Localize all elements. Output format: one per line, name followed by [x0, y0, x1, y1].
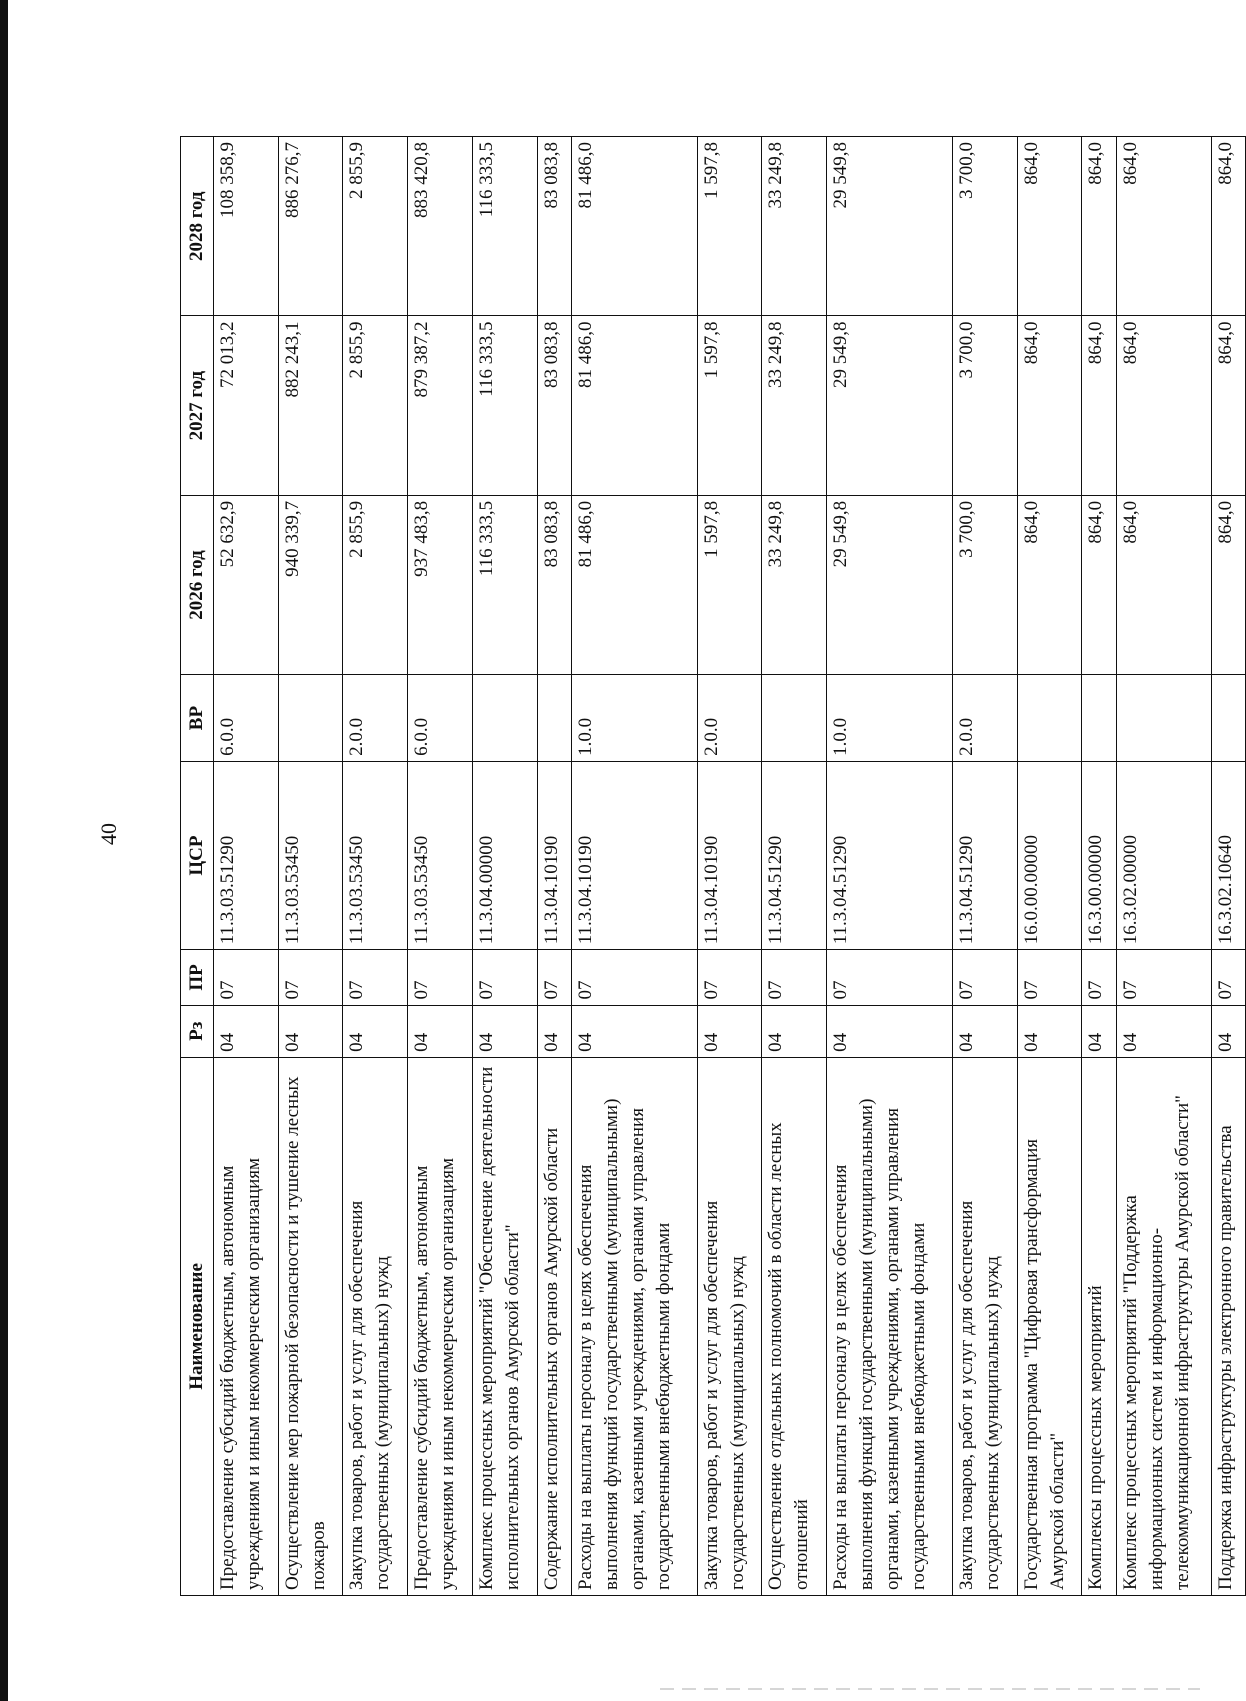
cell-vr — [1082, 675, 1116, 762]
cell-2027: 29 549,8 — [827, 316, 953, 495]
cell-csr: 11.3.04.10190 — [697, 761, 762, 949]
cell-pr: 07 — [472, 950, 537, 1005]
cell-csr: 16.3.02.00000 — [1116, 761, 1211, 949]
cell-2026: 116 333,5 — [472, 495, 537, 674]
cell-2027: 33 249,8 — [762, 316, 827, 495]
cell-2026: 81 486,0 — [571, 495, 697, 674]
cell-2027: 864,0 — [1116, 316, 1211, 495]
cell-2028: 883 420,8 — [408, 137, 473, 316]
budget-table — [180, 136, 1246, 1596]
cell-vr — [1116, 675, 1211, 762]
table-row — [214, 137, 279, 1596]
cell-2026: 29 549,8 — [827, 495, 953, 674]
cell-rz: 04 — [1017, 1005, 1082, 1057]
cell-2026: 940 339,7 — [278, 495, 343, 674]
cell-2027: 864,0 — [1211, 316, 1245, 495]
table-header-row — [181, 137, 214, 1596]
cell-pr: 07 — [537, 950, 571, 1005]
cell-rz: 04 — [827, 1005, 953, 1057]
header-2028: 2028 год — [181, 137, 214, 316]
cell-2026: 2 855,9 — [343, 495, 408, 674]
cell-rz: 04 — [571, 1005, 697, 1057]
table-row — [472, 137, 537, 1596]
cell-2028: 33 249,8 — [762, 137, 827, 316]
cell-2027: 1 597,8 — [697, 316, 762, 495]
cell-name: Предоставление субсидий бюджетным, автономным учреждениям и иным некоммерческим организациям — [214, 1057, 279, 1595]
cell-vr — [762, 675, 827, 762]
header-2026: 2026 год — [181, 495, 214, 674]
header-pr: ПР — [181, 950, 214, 1005]
cell-2027: 864,0 — [1082, 316, 1116, 495]
cell-rz: 04 — [762, 1005, 827, 1057]
cell-pr: 07 — [278, 950, 343, 1005]
cell-2028: 29 549,8 — [827, 137, 953, 316]
scan-artifact — [660, 1688, 1200, 1690]
cell-2028: 864,0 — [1082, 137, 1116, 316]
cell-2026: 864,0 — [1116, 495, 1211, 674]
table-row — [1211, 137, 1245, 1596]
table-row — [952, 137, 1017, 1596]
cell-name: Расходы на выплаты персоналу в целях обеспечения выполнения функций государственными (муниципальными) органами, казенными учреждениями, органами управления государственными внебюджетными фондами — [827, 1057, 953, 1595]
cell-vr — [1017, 675, 1082, 762]
cell-2028: 81 486,0 — [571, 137, 697, 316]
cell-csr: 16.0.00.00000 — [1017, 761, 1082, 949]
cell-name: Закупка товаров, работ и услуг для обеспечения государственных (муниципальных) нужд — [697, 1057, 762, 1595]
table-row — [762, 137, 827, 1596]
table-row — [571, 137, 697, 1596]
cell-csr: 11.3.03.51290 — [214, 761, 279, 949]
cell-2027: 3 700,0 — [952, 316, 1017, 495]
cell-rz: 04 — [278, 1005, 343, 1057]
cell-rz: 04 — [1082, 1005, 1116, 1057]
cell-2026: 937 483,8 — [408, 495, 473, 674]
cell-csr: 11.3.04.51290 — [827, 761, 953, 949]
cell-csr: 11.3.04.10190 — [571, 761, 697, 949]
cell-2026: 83 083,8 — [537, 495, 571, 674]
cell-csr: 16.3.00.00000 — [1082, 761, 1116, 949]
cell-2028: 3 700,0 — [952, 137, 1017, 316]
header-vr: ВР — [181, 675, 214, 762]
cell-2028: 83 083,8 — [537, 137, 571, 316]
table-row — [1017, 137, 1082, 1596]
cell-rz: 04 — [214, 1005, 279, 1057]
scan-border — [0, 0, 8, 1701]
cell-2026: 52 632,9 — [214, 495, 279, 674]
cell-pr: 07 — [343, 950, 408, 1005]
cell-rz: 04 — [537, 1005, 571, 1057]
cell-name: Расходы на выплаты персоналу в целях обеспечения выполнения функций государственными (муниципальными) органами, казенными учреждениями, органами управления государственными внебюджетными фондами — [571, 1057, 697, 1595]
cell-pr: 07 — [571, 950, 697, 1005]
cell-2027: 882 243,1 — [278, 316, 343, 495]
cell-2026: 33 249,8 — [762, 495, 827, 674]
cell-rz: 04 — [343, 1005, 408, 1057]
cell-pr: 07 — [214, 950, 279, 1005]
cell-2027: 72 013,2 — [214, 316, 279, 495]
table-row — [278, 137, 343, 1596]
cell-rz: 04 — [1211, 1005, 1245, 1057]
cell-2028: 864,0 — [1116, 137, 1211, 316]
cell-vr — [1211, 675, 1245, 762]
cell-pr: 07 — [697, 950, 762, 1005]
cell-rz: 04 — [697, 1005, 762, 1057]
cell-pr: 07 — [762, 950, 827, 1005]
cell-rz: 04 — [952, 1005, 1017, 1057]
table-row — [537, 137, 571, 1596]
cell-csr: 11.3.04.51290 — [952, 761, 1017, 949]
cell-2026: 864,0 — [1211, 495, 1245, 674]
cell-2028: 108 358,9 — [214, 137, 279, 316]
page-number: 40 — [96, 823, 121, 845]
header-rz: Рз — [181, 1005, 214, 1057]
cell-csr: 11.3.04.10190 — [537, 761, 571, 949]
cell-pr: 07 — [408, 950, 473, 1005]
cell-name: Комплекс процессных мероприятий "Поддержка информационных систем и информационно-телекоммуникационной инфраструктуры Амурской области" — [1116, 1057, 1211, 1595]
cell-2026: 864,0 — [1017, 495, 1082, 674]
table-row — [343, 137, 408, 1596]
cell-vr: 6.0.0 — [214, 675, 279, 762]
cell-vr: 1.0.0 — [571, 675, 697, 762]
cell-pr: 07 — [1017, 950, 1082, 1005]
cell-vr — [537, 675, 571, 762]
table-row — [408, 137, 473, 1596]
cell-vr: 2.0.0 — [343, 675, 408, 762]
cell-vr: 6.0.0 — [408, 675, 473, 762]
cell-2026: 3 700,0 — [952, 495, 1017, 674]
cell-2028: 864,0 — [1211, 137, 1245, 316]
table-row — [1116, 137, 1211, 1596]
cell-name: Комплекс процессных мероприятий "Обеспечение деятельности исполнительных органов Амурской области" — [472, 1057, 537, 1595]
cell-pr: 07 — [1116, 950, 1211, 1005]
cell-2027: 2 855,9 — [343, 316, 408, 495]
cell-name: Предоставление субсидий бюджетным, автономным учреждениям и иным некоммерческим организациям — [408, 1057, 473, 1595]
cell-vr — [278, 675, 343, 762]
cell-name: Осуществление отдельных полномочий в области лесных отношений — [762, 1057, 827, 1595]
header-csr: ЦСР — [181, 761, 214, 949]
table-row — [827, 137, 953, 1596]
cell-2028: 116 333,5 — [472, 137, 537, 316]
cell-2027: 864,0 — [1017, 316, 1082, 495]
header-2027: 2027 год — [181, 316, 214, 495]
cell-csr: 11.3.04.00000 — [472, 761, 537, 949]
cell-csr: 11.3.03.53450 — [408, 761, 473, 949]
cell-vr: 1.0.0 — [827, 675, 953, 762]
cell-csr: 11.3.03.53450 — [343, 761, 408, 949]
table-row — [1082, 137, 1116, 1596]
cell-name: Закупка товаров, работ и услуг для обеспечения государственных (муниципальных) нужд — [343, 1057, 408, 1595]
cell-rz: 04 — [472, 1005, 537, 1057]
cell-2028: 864,0 — [1017, 137, 1082, 316]
cell-rz: 04 — [1116, 1005, 1211, 1057]
cell-rz: 04 — [408, 1005, 473, 1057]
cell-pr: 07 — [1211, 950, 1245, 1005]
table-body — [214, 137, 1246, 1596]
cell-2028: 886 276,7 — [278, 137, 343, 316]
cell-name: Государственная программа "Цифровая трансформация Амурской области" — [1017, 1057, 1082, 1595]
cell-2027: 116 333,5 — [472, 316, 537, 495]
cell-name: Поддержка инфраструктуры электронного правительства — [1211, 1057, 1245, 1595]
cell-vr — [472, 675, 537, 762]
cell-name: Закупка товаров, работ и услуг для обеспечения государственных (муниципальных) нужд — [952, 1057, 1017, 1595]
table-row — [697, 137, 762, 1596]
cell-csr: 11.3.03.53450 — [278, 761, 343, 949]
cell-2026: 1 597,8 — [697, 495, 762, 674]
cell-name: Содержание исполнительных органов Амурской области — [537, 1057, 571, 1595]
rotated-page-content — [180, 136, 1246, 1596]
cell-2026: 864,0 — [1082, 495, 1116, 674]
cell-2028: 2 855,9 — [343, 137, 408, 316]
cell-vr: 2.0.0 — [952, 675, 1017, 762]
cell-2027: 83 083,8 — [537, 316, 571, 495]
cell-2027: 879 387,2 — [408, 316, 473, 495]
cell-csr: 11.3.04.51290 — [762, 761, 827, 949]
cell-name: Осуществление мер пожарной безопасности и тушение лесных пожаров — [278, 1057, 343, 1595]
cell-2028: 1 597,8 — [697, 137, 762, 316]
cell-pr: 07 — [827, 950, 953, 1005]
cell-2027: 81 486,0 — [571, 316, 697, 495]
cell-pr: 07 — [952, 950, 1017, 1005]
cell-csr: 16.3.02.10640 — [1211, 761, 1245, 949]
cell-pr: 07 — [1082, 950, 1116, 1005]
cell-vr: 2.0.0 — [697, 675, 762, 762]
cell-name: Комплексы процессных мероприятий — [1082, 1057, 1116, 1595]
header-name: Наименование — [181, 1057, 214, 1595]
